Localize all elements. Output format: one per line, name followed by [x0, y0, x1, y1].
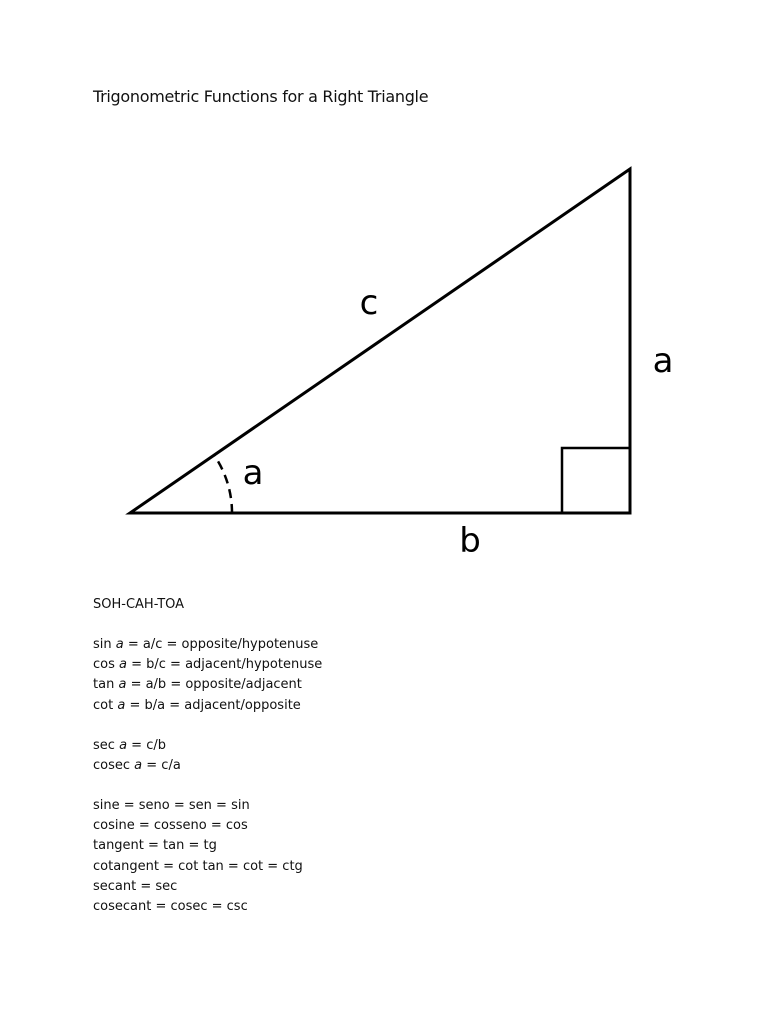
right-angle-marker — [562, 448, 630, 513]
formula-rest: = c/a — [146, 758, 181, 774]
formula-rest: = a/b = opposite/adjacent — [130, 677, 302, 693]
angle-symbol: a — [134, 758, 143, 774]
formula-rest: = a/c = opposite/hypotenuse — [127, 637, 319, 652]
formula-line — [93, 635, 322, 655]
mnemonic — [93, 595, 184, 615]
formula-line — [93, 696, 322, 716]
function-name: tan — [93, 677, 115, 693]
angle-arc — [214, 455, 232, 513]
triangle-outline — [130, 169, 630, 513]
synonym-list — [93, 796, 303, 917]
adjacent-side-label: b — [459, 521, 481, 561]
synonym-line: sine = seno = sen = sin — [93, 798, 250, 813]
formula-rest: = b/a = adjacent/opposite — [129, 697, 301, 713]
function-name: sec — [93, 738, 115, 753]
formula-line — [93, 736, 181, 756]
angle-symbol: a — [117, 697, 126, 713]
mnemonic-text: SOH-CAH-TOA — [93, 597, 185, 612]
function-name: sin — [93, 637, 112, 652]
synonym-line: cotangent = cot tan = cot = ctg — [93, 858, 303, 874]
angle-symbol: a — [119, 657, 127, 673]
function-name: cos — [93, 657, 115, 673]
opposite-side-label: a — [652, 341, 674, 381]
reciprocal-list — [93, 736, 181, 776]
angle-symbol: a — [118, 677, 127, 693]
synonym-line: tangent = tan = tg — [93, 838, 217, 854]
formula-line — [93, 675, 322, 695]
formula-line — [93, 655, 322, 675]
formula-line — [93, 756, 181, 776]
synonym-line: cosecant = cosec = csc — [93, 898, 248, 914]
synonym-line: cosine = cosseno = cos — [93, 818, 248, 834]
function-name: cot — [93, 697, 114, 713]
angle-label: a — [242, 453, 264, 493]
ratio-list — [93, 635, 322, 716]
angle-symbol: a — [115, 637, 124, 652]
formula-rest: = c/b — [131, 738, 166, 753]
hypotenuse-label: c — [359, 283, 379, 323]
function-name: cosec — [93, 758, 131, 774]
angle-symbol: a — [119, 738, 128, 753]
formula-rest: = b/c = adjacent/hypotenuse — [131, 657, 323, 673]
synonym-line: secant = sec — [93, 878, 178, 894]
page-title: Trigonometric Functions for a Right Triangle — [93, 87, 429, 106]
